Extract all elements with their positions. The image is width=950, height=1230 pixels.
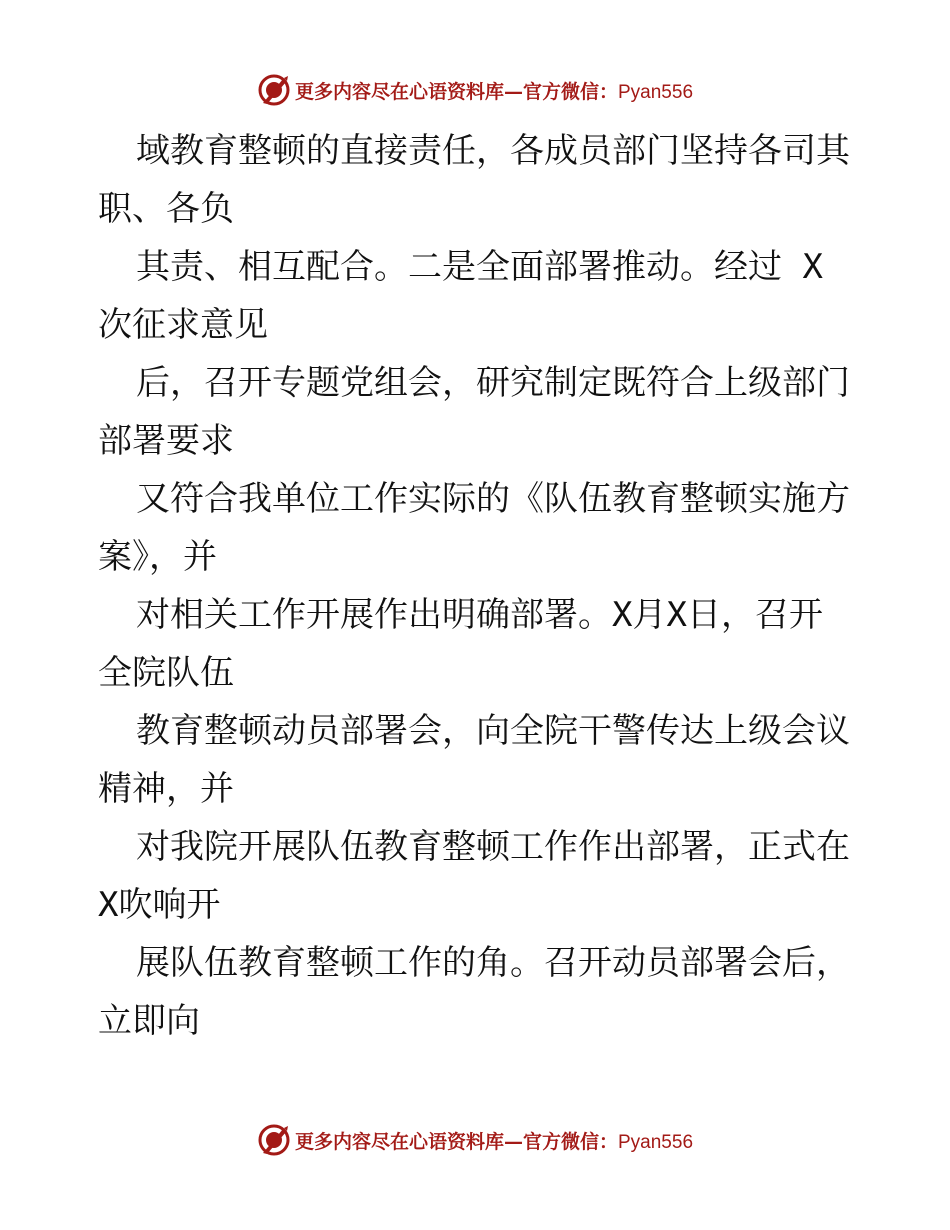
paragraph-line: 职、各负	[98, 189, 234, 229]
paragraph	[98, 702, 858, 818]
paragraph-line: X吹响开	[98, 885, 221, 925]
paragraph-line: 其责、相互配合。二是全面部署推动。经过 X	[136, 247, 823, 287]
quill-logo-icon	[257, 73, 291, 107]
footer-banner	[0, 1120, 950, 1160]
paragraph-line: 对相关工作开展作出明确部署。X月X日，召开	[136, 595, 823, 635]
header-banner	[0, 70, 950, 110]
paragraph	[98, 122, 858, 238]
header-banner-text	[295, 77, 693, 104]
paragraph-line: 次征求意见	[98, 305, 268, 345]
header-wechat-id: Pyan556	[618, 81, 694, 103]
paragraph-line: 全院队伍	[98, 653, 234, 693]
paragraph-line: 展队伍教育整顿工作的角。召开动员部署会后，	[136, 943, 850, 983]
paragraph	[98, 818, 858, 934]
paragraph	[98, 934, 858, 1050]
paragraph-line: 对我院开展队伍教育整顿工作作出部署，正式在	[136, 827, 850, 867]
body-text	[98, 122, 858, 1050]
footer-banner-label: 更多内容尽在心语资料库—官方微信：	[294, 1130, 618, 1153]
paragraph-line: 案》，并	[98, 537, 217, 577]
paragraph-line: 立即向	[98, 1001, 200, 1041]
paragraph-line: 教育整顿动员部署会，向全院干警传达上级会议	[136, 711, 850, 751]
paragraph-line: 后，召开专题党组会，研究制定既符合上级部门	[136, 363, 850, 403]
paragraph-line: 域教育整顿的直接责任，各成员部门坚持各司其	[136, 131, 850, 171]
paragraph	[98, 586, 858, 702]
paragraph-line: 精神，并	[98, 769, 234, 809]
footer-banner-text	[295, 1127, 693, 1154]
paragraph-line: 部署要求	[98, 421, 234, 461]
paragraph	[98, 238, 858, 354]
header-banner-label: 更多内容尽在心语资料库—官方微信：	[294, 80, 618, 103]
paragraph-line: 又符合我单位工作实际的《队伍教育整顿实施方	[136, 479, 850, 519]
footer-wechat-id: Pyan556	[618, 1131, 694, 1153]
quill-logo-icon	[257, 1123, 291, 1157]
paragraph	[98, 470, 858, 586]
paragraph	[98, 354, 858, 470]
